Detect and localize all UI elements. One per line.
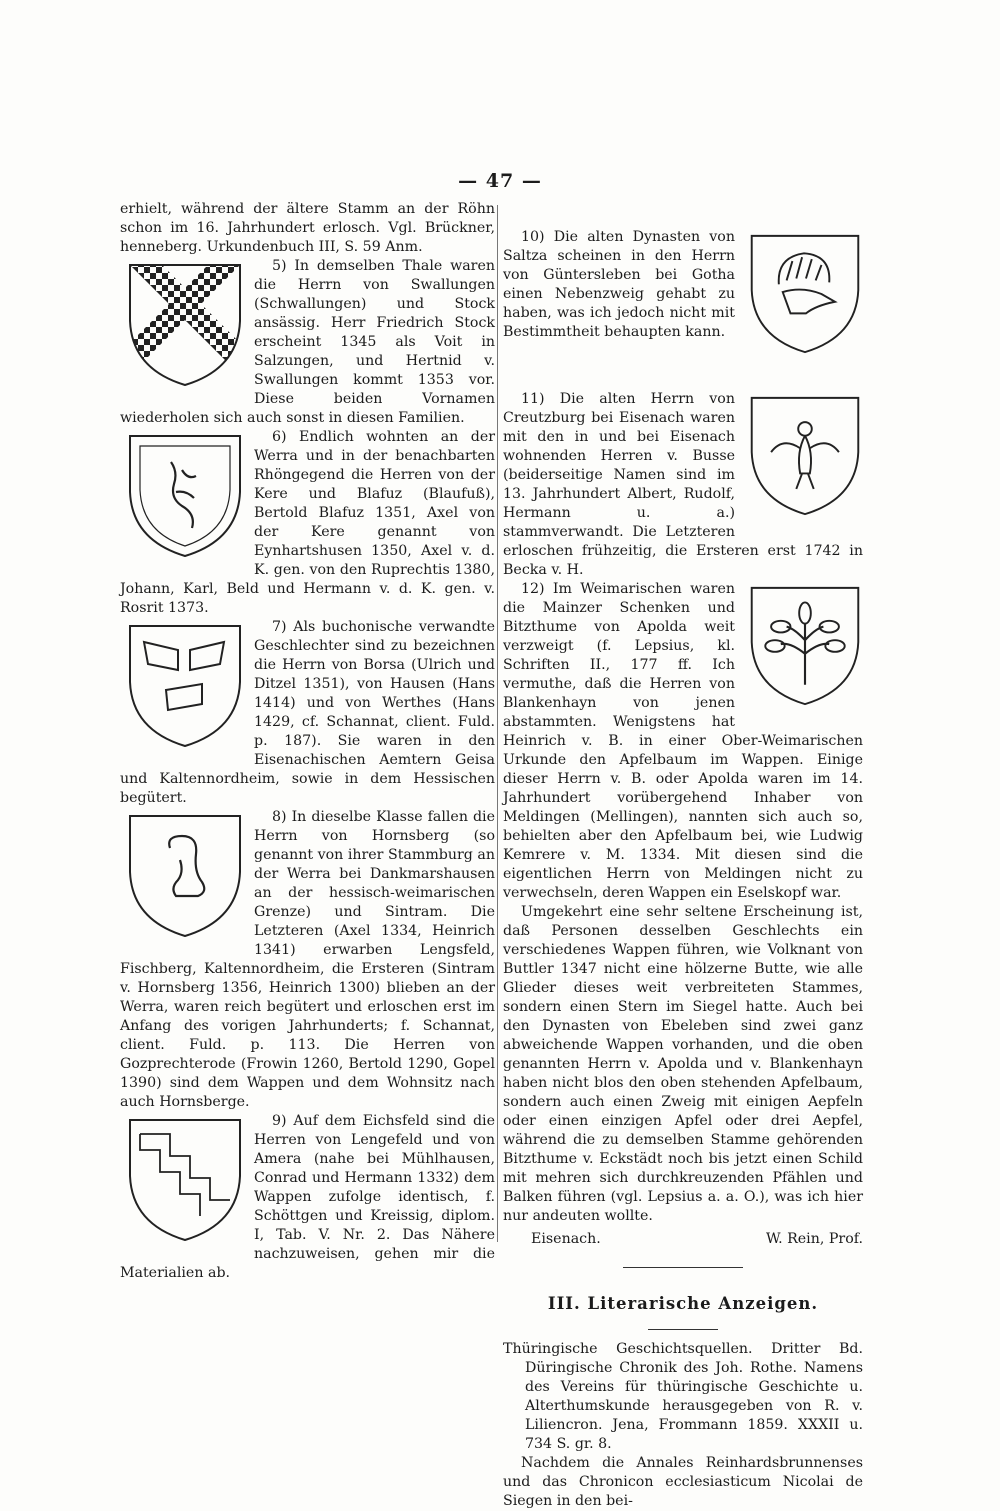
- paragraph-11: 11) Die alten Herrn von Creutzburg bei Eisenach waren mit den in und bei Eisenach wohnenden Herren v. Busse (beiderseitige Namen sind im 13. Jahrhundert Albert, Rudolf, Hermann u. a.) stammverwandt. Die Letzteren erloschen frühzeitig, die Ersteren erst 1742 in Becka v. H.: [503, 391, 863, 578]
- column-divider: [497, 205, 498, 1242]
- paragraph-nachdem: Nachdem die Annales Reinhardsbrunnenses und das Chronicon ecclesiasticum Nicolai de Siegen in den bei-: [503, 1455, 863, 1509]
- literature-entry: Thüringische Geschichtsquellen. Dritter Bd. Düringische Chronik des Joh. Rothe. Namens des Vereins für thüringische Geschichte u. Alterthumskunde herausgegeben von R. v. Liliencron. Jena, Frommann 1859. XXXII u. 734 S. gr. 8.: [503, 1341, 863, 1452]
- shield-eagle-icon: [747, 394, 863, 518]
- shield-diagonal-squares-icon: [126, 1116, 244, 1244]
- paragraph-9: 9) Auf dem Eichsfeld sind die Herren von Lengefeld und von Amera (nahe bei Mühlhausen, Conrad und Hermann 1332) dem Wappen zufolge identisch, f. Schöttgen und Kreissig, diplom. I, Tab. V. Nr. 2. Das Nähere nachzuweisen, gehen mir die Materialien ab.: [120, 1113, 495, 1281]
- paragraph-umgekehrt: Umgekehrt eine sehr seltene Erscheinung ist, daß Personen desselben Geschlechts ein verschiedenes Wappen führen, wie Volknant von Buttler 1347 nicht eine hölzerne Butte, wie alle Glieder dieses weit verbreiteten Stammes, sondern einen Stern im Siegel hatte. Auch bei den Dynasten von Ebeleben sind zwei ganz abweichende Wappen vorhanden, und die oben genannten Herrn v. Apolda und v. Blankenhayn haben nicht blos den oben stehenden Apfelbaum, sondern auch einen Zweig mit einigen Aepfeln oder einen einzigen Apfel oder drei Aepfel, während die zu demselben Stamme gehörenden Bitzthume v. Eckstädt noch bis jetzt einen Schild mit mehren sich durchkreuzenden Pfählen und Balken führen (vgl. Lepsius a. a. O.), was ich hier nur andeuten wollte.: [503, 904, 863, 1224]
- shield-checkered-bend-icon: [126, 261, 244, 389]
- paragraph-10: 10) Die alten Dynasten von Saltza scheinen in den Herrn von Güntersleben bei Gotha einen Nebenzweig gehabt zu haben, was ich jedoch nicht mit Bestimmtheit behaupten kann.: [503, 229, 735, 340]
- signature-place: Eisenach.: [531, 1231, 601, 1247]
- paragraph-intro: erhielt, während der ältere Stamm an der Röhn schon im 16. Jahrhundert erlosch. Vgl. Brückner, henneberg. Urkundenbuch III, S. 59 Anm.: [120, 201, 495, 255]
- section-heading: III. Literarische Anzeigen.: [547, 1294, 819, 1313]
- right-column: [503, 228, 863, 1511]
- shield-apple-tree-icon: [747, 584, 863, 708]
- page-number: — 47 —: [458, 170, 542, 192]
- paragraph-12: 12) Im Weimarischen waren die Mainzer Schenken und Bitzthume von Apolda weit verzweigt (f. Lepsius, kl. Schriften II., 177 ff. Ich vermuthe, daß die Herren von Blankenhayn von jenen abstammten. Wenigstens hat Heinrich v. B. in einer Ober-Weimarischen Urkunde den Apfelbaum im Wappen. Einige dieser Herrn v. B. oder Apolda waren im 14. Jahrhundert vorübergehend Inhaber von Meldingen (Mellingen), nannten sich auch so, behielten aber den Apfelbaum bei, wie Ludwig Kemrere v. M. 1334. Mit diesen sind die eigentlichen Herrn von Meldingen nicht zu verwechseln, deren Wappen ein Eselskopf war.: [503, 581, 863, 901]
- paragraph-5: 5) In demselben Thale waren die Herrn von Swallungen (Schwallungen) und Stock ansässig. Herr Friedrich Stock erscheint 1345 als Voit in Salzungen, und Hertnid v. Swallungen kommt 1353 vor. Diese beiden Vornamen wiederholen sich auch sonst in diesen Familien.: [120, 258, 495, 426]
- paragraph-7: 7) Als buchonische verwandte Geschlechter sind zu bezeichnen die Herrn von Borsa (Ulrich und Ditzel 1351), von Hausen (Hans 1414) und von Werthes (Hans 1429, cf. Schannat, client. Fuld. p. 187). Sie waren in den Eisenachischen Aemtern Geisa und Kaltennordheim, sowie in dem Hessischen begütert.: [120, 619, 495, 806]
- paragraph-6: 6) Endlich wohnten an der Werra und in der benachbarten Rhöngegend die Herren von der Kere und Blafuz (Blaufuß), Bertold Blafuz 1351, Axel von der Kere genannt von Eynhartshusen 1350, Axel v. d. K. gen. von den Ruprechtis 1380, Johann, Karl, Beld und Hermann v. d. K. gen. v. Rosrit 1373.: [120, 429, 495, 616]
- left-column: [120, 200, 495, 1283]
- paragraph-8: 8) In dieselbe Klasse fallen die Herrn von Hornsberg (so genannt von ihrer Stammburg an der Werra bei Dankmarshausen an der hessisch-weimarischen Grenze) und Sintram. Die Letzteren (Axel 1334, Heinrich 1341) erwarben Lengsfeld, Fischberg, Kaltennordheim, die Ersteren (Sintram v. Hornsberg 1356, Heinrich 1300) blieben an der Werra, waren reich begütert und erloschen erst im Anfang des vorigen Jahrhunderts; f. Schannat, client. Fuld. p. 113. Die Herren von Gozprechterode (Frowin 1260, Bertold 1290, Gopel 1390) sind dem Wappen und dem Wohnsitz nach auch Hornsberge.: [120, 809, 495, 1110]
- shield-three-buckets-icon: [126, 622, 244, 750]
- separator-rule-short: [648, 1329, 718, 1330]
- signature-line: [503, 1230, 863, 1249]
- separator-rule: [623, 1267, 743, 1268]
- shield-leg-icon: [126, 432, 244, 560]
- shield-peacock-hand-icon: [747, 232, 863, 356]
- shield-horn-icon: [126, 812, 244, 940]
- signature-name: W. Rein, Prof.: [765, 1231, 863, 1247]
